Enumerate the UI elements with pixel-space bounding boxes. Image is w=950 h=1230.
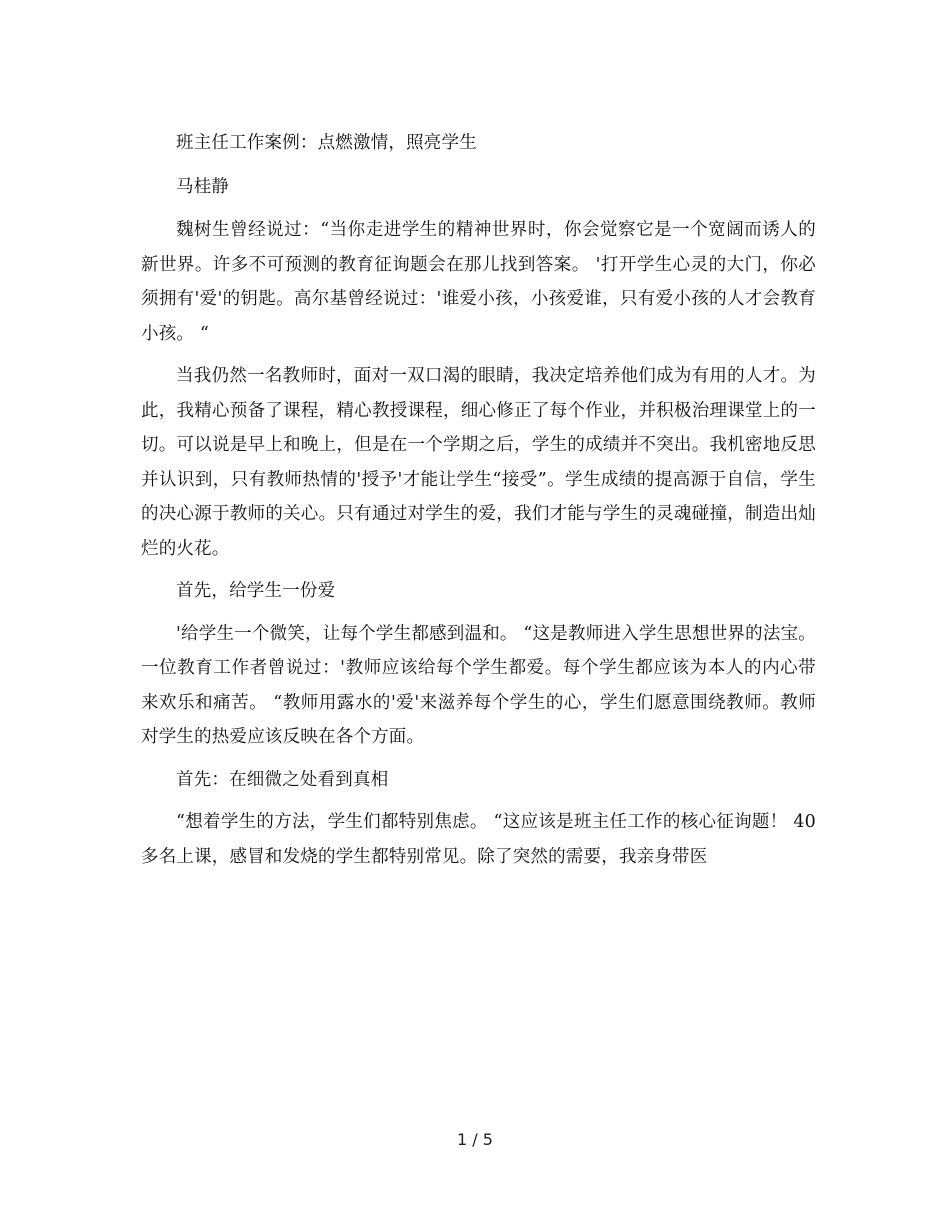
paragraph-intro-quote: 魏树生曾经说过：“当你走进学生的精神世界时，你会觉察它是一个宽阔而诱人的新世界。许多不可预测的教育征询题会在那儿找到答案。 '打开学生心灵的大门，你必须拥有'爱'的钥匙。高尔基曾经说过：'谁爱小孩，小孩爱谁，只有爱小孩的人才会教育小孩。 “ (141, 220, 816, 344)
paragraph-teacher-reflection: 当我仍然一名教师时，面对一双口渴的眼睛，我决定培养他们成为有用的人才。为此，我精心预备了课程，精心教授课程，细心修正了每个作业，并积极治理课堂上的一切。可以说是早上和晚上，但是在一个学期之后，学生的成绩并不突出。我机密地反思并认识到，只有教师热情的'授予'才能让学生“接受”。学生成绩的提高源于自信，学生的决心源于教师的关心。只有通过对学生的爱，我们才能与学生的灵魂碰撞，制造出灿烂的火花。 (141, 366, 816, 559)
page-number: 1 / 5 (457, 1130, 493, 1149)
section-heading-love: 首先，给学生一份爱 (176, 581, 336, 601)
document-author: 马桂静 (176, 176, 230, 197)
paragraph-student-care: “想着学生的方法，学生们都特别焦虑。 “这应该是班主任工作的核心征询题！ 40多名上课，感冒和发烧的学生都特别常见。除了突然的需要，我亲身带医 (141, 812, 816, 867)
paragraph-smile: '给学生一个微笑，让每个学生都感到温和。 “这是教师进入学生思想世界的法宝。一位教育工作者曾说过：'教师应该给每个学生都爱。每个学生都应该为本人的内心带来欢乐和痛苦。 “教师用露水的'爱'来滋养每个学生的心，学生们愿意围绕教师。教师对学生的热爱应该反映在各个方面。 (141, 623, 816, 747)
document-title: 班主任工作案例：点燃激情，照亮学生 (176, 133, 477, 153)
document-body (141, 126, 816, 874)
section-heading-details: 首先：在细微之处看到真相 (176, 769, 389, 790)
